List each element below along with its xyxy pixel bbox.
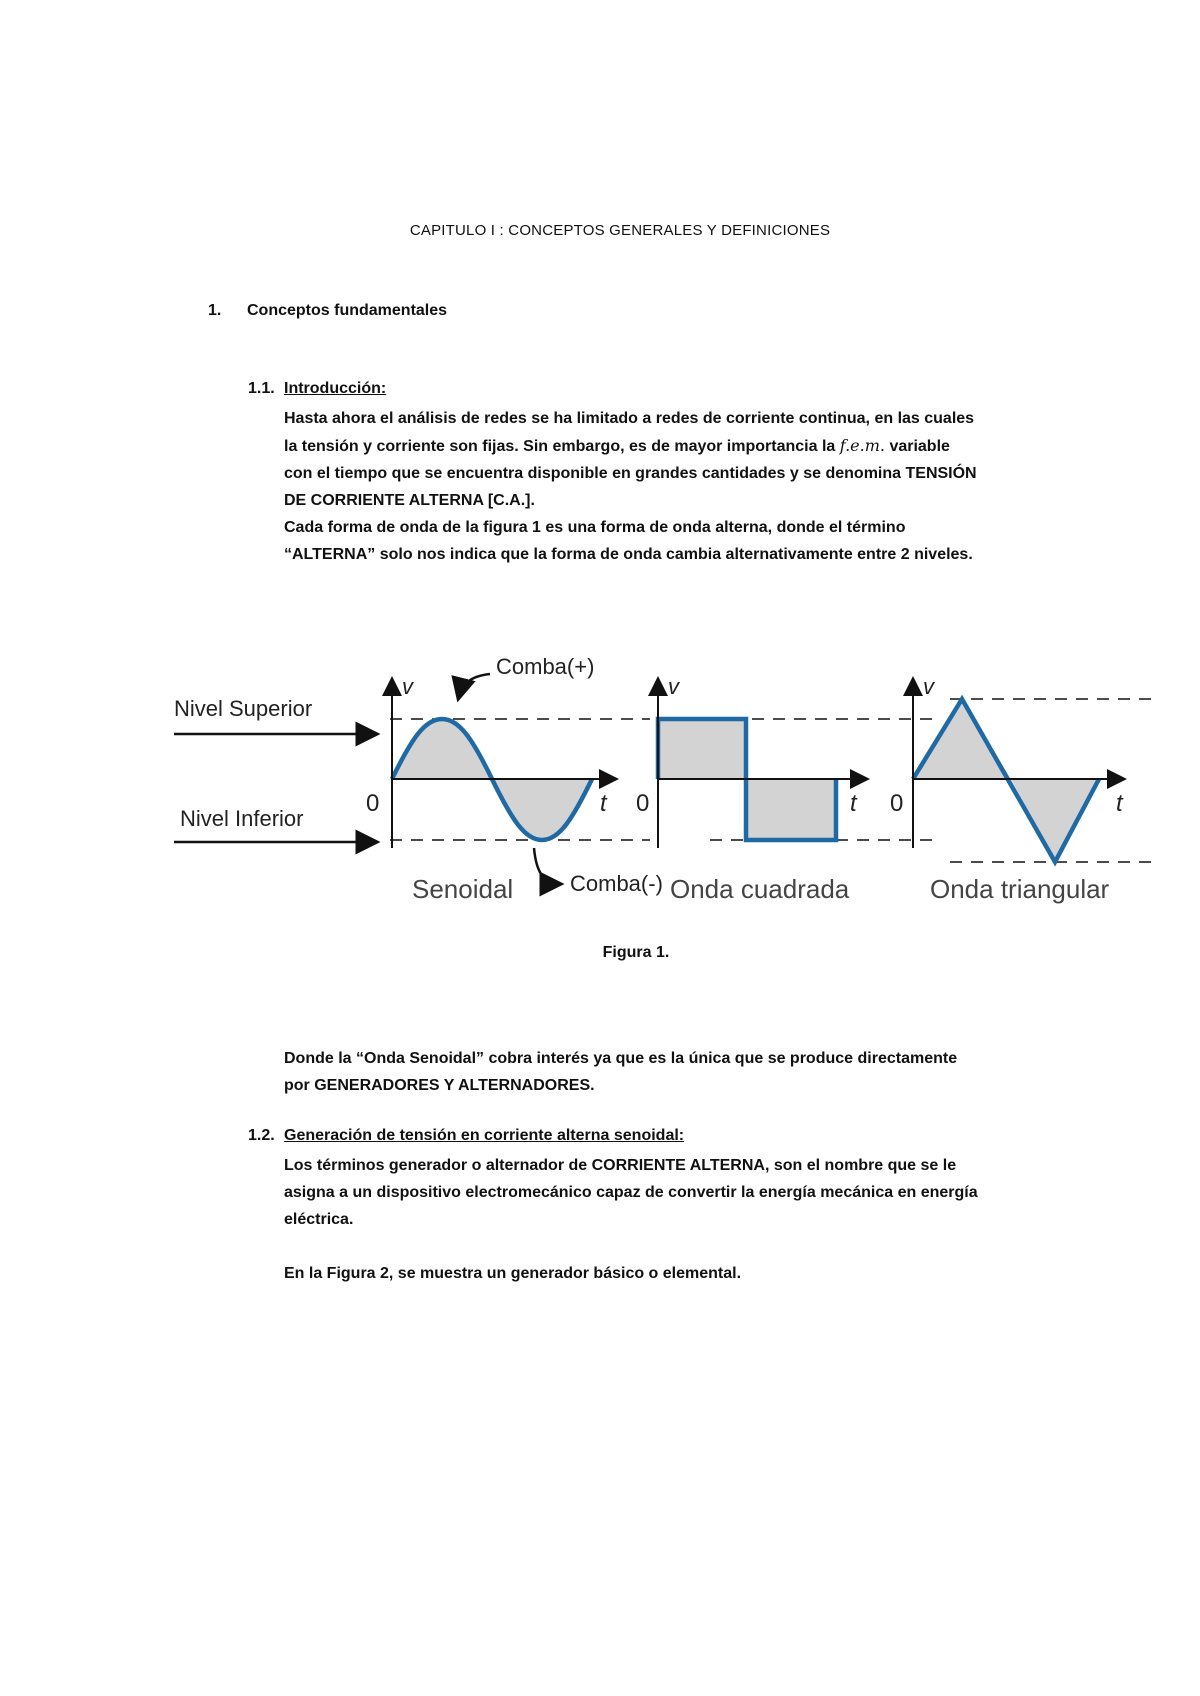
axis-v-label: v [668, 674, 679, 699]
intro-line: DE CORRIENTE ALTERNA [C.A.]. [284, 492, 535, 509]
paragraph-line: eléctrica. [284, 1211, 354, 1228]
axis-v-label: v [402, 674, 413, 699]
intro-line: Cada forma de onda de la figura 1 es una forma de onda alterna, donde el término [284, 519, 906, 536]
intro-paragraph [284, 405, 1044, 568]
section-title: Conceptos fundamentales [247, 302, 448, 319]
triangle-negative-fill [1011, 779, 1099, 862]
intro-text: variable [889, 438, 950, 455]
intro-line: “ALTERNA” solo nos indica que la forma de onda cambia alternativamente entre 2 niveles. [284, 546, 973, 563]
label-comba-pos: Comba(+) [496, 654, 595, 679]
after-figure-paragraph [284, 1045, 1044, 1099]
label-triangle: Onda triangular [930, 874, 1110, 904]
paragraph-line: En la Figura 2, se muestra un generador básico o elemental. [284, 1265, 742, 1282]
square-negative-fill [746, 779, 836, 840]
intro-line: con el tiempo que se encuentra disponible en grandes cantidades y se denomina TENSIÓN [284, 465, 977, 482]
origin-label: 0 [636, 790, 650, 817]
paragraph-line: Los términos generador o alternador de CORRIENTE ALTERNA, son el nombre que se le [284, 1157, 957, 1174]
label-square: Onda cuadrada [670, 874, 850, 904]
paragraph-line: Donde la “Onda Senoidal” cobra interés ya que es la única que se produce directamente [284, 1050, 958, 1067]
label-sine: Senoidal [412, 874, 514, 904]
subsection-number: 1.2. [248, 1127, 275, 1144]
axis-t-label: t [600, 790, 607, 817]
chapter-title: CAPITULO I : CONCEPTOS GENERALES Y DEFINICIONES [409, 222, 831, 239]
paragraph-line: asigna a un dispositivo electromecánico capaz de convertir la energía mecánica en energía [284, 1184, 978, 1201]
origin-label: 0 [366, 790, 380, 817]
intro-line: Hasta ahora el análisis de redes se ha limitado a redes de corriente continua, en las cuales [284, 410, 975, 427]
label-upper-level: Nivel Superior [174, 696, 313, 721]
label-comba-neg: Comba(-) [570, 871, 663, 896]
intro-text: la tensión y corriente son fijas. Sin embargo, es de mayor importancia la [284, 438, 836, 455]
subsection-number: 1.1. [248, 380, 275, 397]
intro-line [284, 432, 1044, 460]
figure-1-waveforms [170, 648, 1170, 938]
waveform-diagram [170, 648, 1170, 938]
triangle-positive-fill [913, 699, 1011, 779]
generation-paragraph [284, 1152, 1044, 1287]
axis-v-label: v [923, 674, 934, 699]
comba-pos-arrow [458, 674, 490, 700]
section-number: 1. [208, 302, 222, 319]
comba-neg-arrow [534, 848, 562, 884]
subsection-title: Generación de tensión en corriente alterna senoidal: [284, 1127, 685, 1144]
fem-symbol: f.e.m. [839, 436, 885, 455]
square-positive-fill [658, 719, 746, 779]
label-lower-level: Nivel Inferior [180, 806, 304, 831]
origin-label: 0 [890, 790, 904, 817]
axis-t-label: t [1116, 790, 1123, 817]
axis-t-label: t [850, 790, 857, 817]
subsection-title: Introducción: [284, 380, 387, 397]
figure-caption: Figura 1. [602, 944, 670, 961]
paragraph-line: por GENERADORES Y ALTERNADORES. [284, 1077, 595, 1094]
